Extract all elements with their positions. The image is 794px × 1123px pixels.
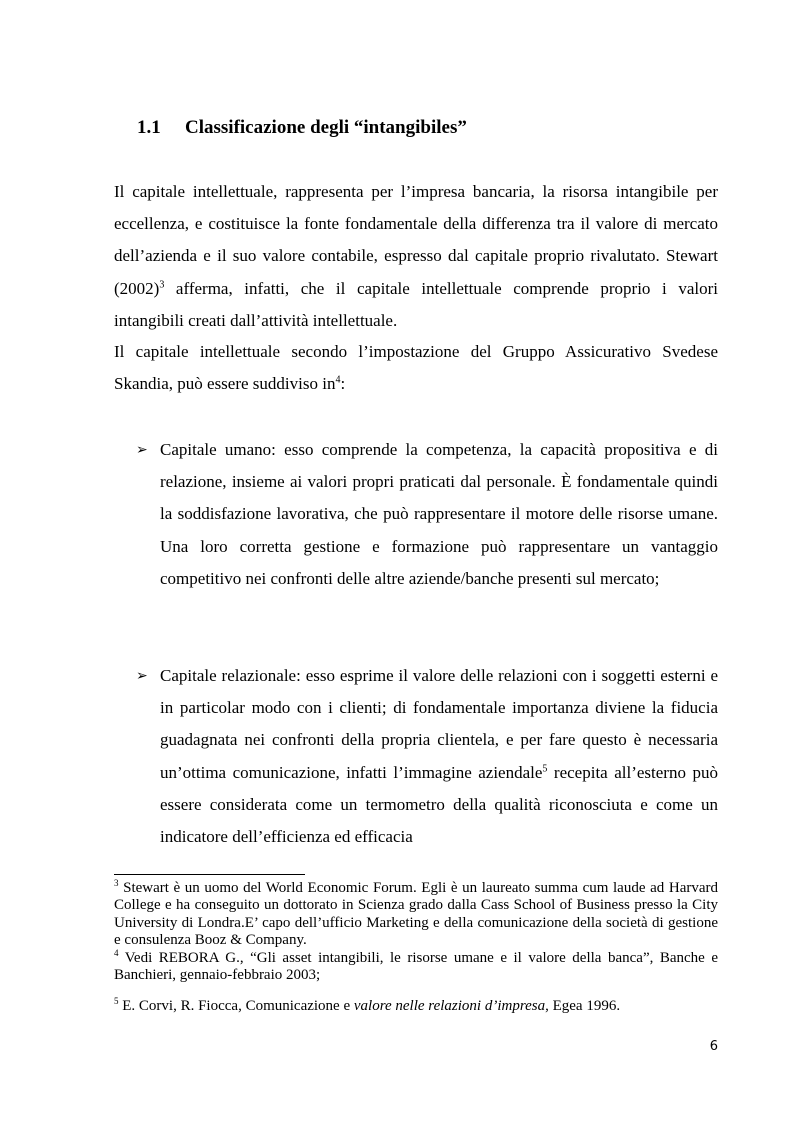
footnote-5 bbox=[114, 998, 718, 1015]
footnote-ref[interactable]: 4 bbox=[335, 374, 341, 386]
footnote-number: 3 bbox=[114, 878, 119, 888]
footnotes bbox=[114, 880, 718, 1016]
footnote-number: 4 bbox=[114, 947, 119, 958]
arrow-bullet-icon: ➢ bbox=[136, 442, 148, 458]
bullet-text-part: Capitale relazionale: esso esprime il valore delle relazioni con i soggetti esterni e in particolar modo con i clienti; di fondamentale importanza diviene la fiducia guadagnata nei confronti della propria clientela, e per fare questo è necessaria un’ottima comunicazione, infatti l’immagine aziendale bbox=[160, 666, 718, 782]
paragraph-text: afferma, infatti, che il capitale intellettuale comprende proprio i valori intangibili creati dall’attività intellettuale. bbox=[114, 278, 718, 330]
bullet-text-part: recepita all’esterno può essere considerata come un termometro della qualità riconosciuta e come un indicatore dell’efficienza ed efficacia bbox=[160, 762, 718, 847]
arrow-bullet-icon: ➢ bbox=[136, 668, 148, 684]
paragraph-text: Il capitale intellettuale secondo l’impostazione del Gruppo Assicurativo Svedese Skandia, può essere suddiviso in bbox=[114, 342, 718, 394]
section-title: Classificazione degli “intangibiles” bbox=[185, 117, 467, 138]
page-number: 6 bbox=[709, 1039, 718, 1054]
footnote-text: Vedi REBORA G., “Gli asset intangibili, le risorse umane e il valore della banca”, Banche e Banchieri, gennaio-febbraio 2003; bbox=[114, 949, 718, 984]
footnote-ref[interactable]: 5 bbox=[542, 762, 548, 774]
footnote-text: E. Corvi, R. Fiocca, Comunicazione e bbox=[118, 998, 354, 1015]
paragraph-skandia bbox=[114, 336, 718, 400]
paragraph-intellectual-capital bbox=[114, 176, 718, 337]
footnote-number: 5 bbox=[114, 996, 119, 1007]
footnote-ref[interactable]: 3 bbox=[159, 278, 165, 290]
footnote-3 bbox=[114, 880, 718, 950]
footnote-text: , Egea 1996. bbox=[545, 998, 621, 1015]
paragraph-text: Il capitale intellettuale, rappresenta per l’impresa bancaria, la risorsa intangibile per eccellenza, e costituisce la fonte fondamentale della differenza tra il valore di mercato dell’azienda e il suo valore contabile, espresso dal capitale proprio rivalutato. Stewart (2002) bbox=[114, 182, 718, 298]
bullet-text bbox=[160, 660, 718, 853]
section-heading bbox=[137, 117, 467, 139]
footnote-4 bbox=[114, 947, 718, 985]
footnote-italic-title: valore nelle relazioni d’impresa bbox=[353, 998, 546, 1015]
footnote-text: Stewart è un uomo del World Economic Forum. Egli è un laureato summa cum laude ad Harvard College e ha conseguito un dottorato in Scienza grado dalla Cass School of Business presso la City University di Londra.E’ capo dell’ufficio Marketing e della comunicazione della società di gestione e consulenza Booz & Company. bbox=[114, 880, 718, 949]
bullet-text: Capitale umano: esso comprende la competenza, la capacità propositiva e di relazione, insieme ai valori propri praticati dal personale. È fondamentale quindi la soddisfazione lavorativa, che può rappresentare il motore delle risorse umane. Una loro corretta gestione e formazione può rappresentare un vantaggio competitivo nei confronti delle altre aziende/banche presenti sul mercato; bbox=[160, 440, 718, 588]
bullet-human-capital bbox=[136, 434, 718, 595]
paragraph-text: : bbox=[340, 374, 346, 394]
section-number: 1.1 bbox=[137, 117, 161, 138]
footnote-divider bbox=[114, 874, 305, 875]
bullet-relational-capital bbox=[136, 660, 718, 853]
